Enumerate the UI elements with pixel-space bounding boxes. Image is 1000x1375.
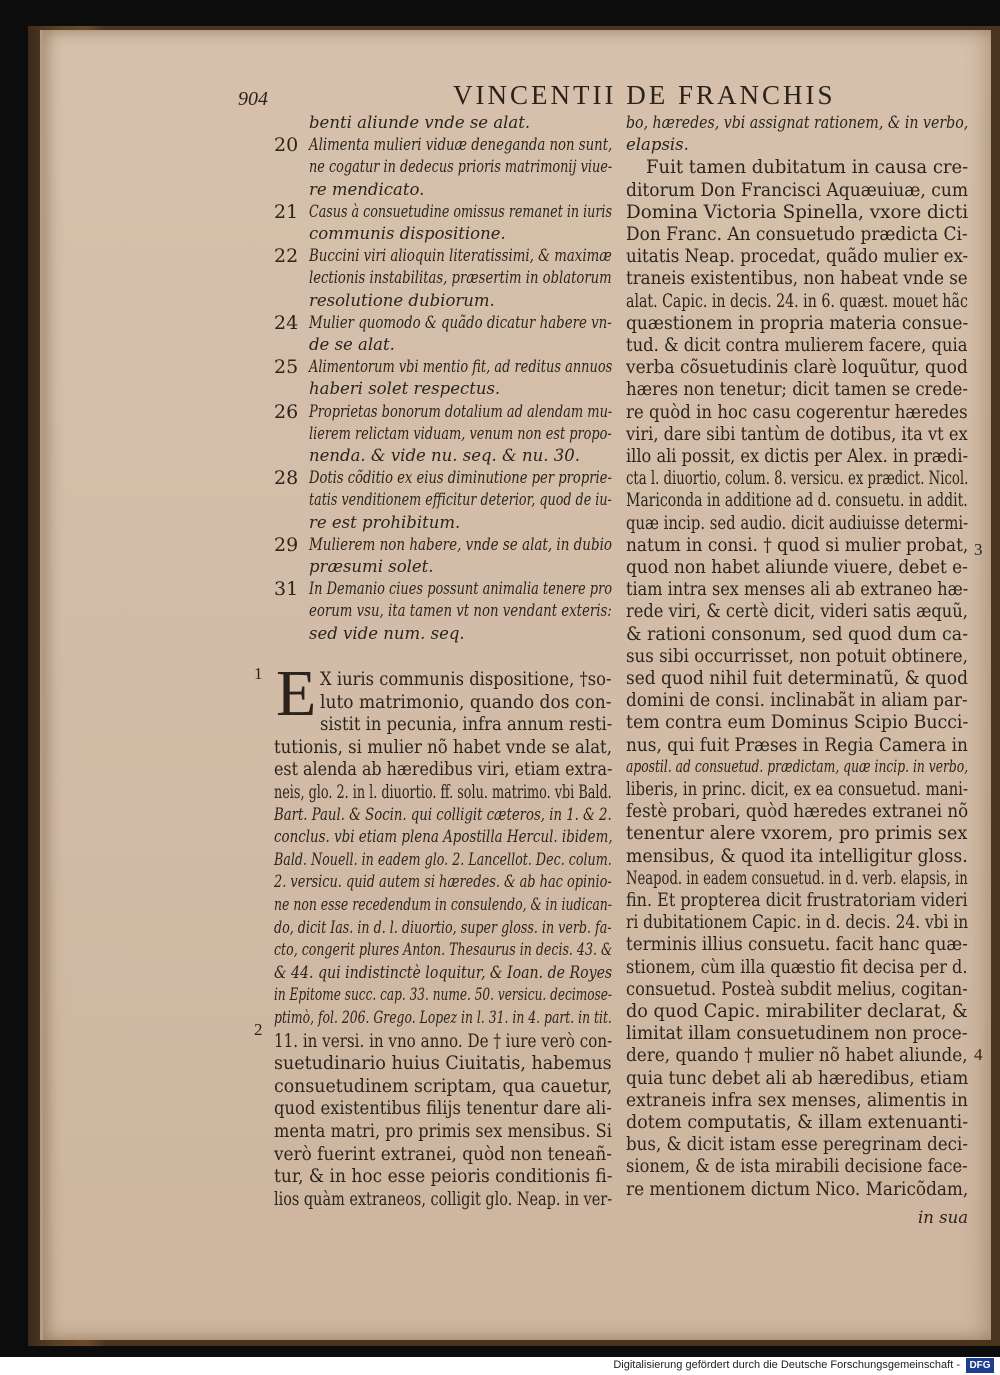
summary-number: 28: [274, 467, 299, 490]
body-line: sus sibi occurrisset, non potuit obtinere,: [626, 644, 968, 667]
summary-number: 20: [274, 134, 299, 157]
body-line: sionem, & de ista mirabili decisione face-: [626, 1155, 968, 1178]
summary-number: 24: [274, 311, 299, 334]
summary-line: tatis venditionem efficitur deterior, quod de iu-: [309, 490, 612, 510]
body-line: elapsis.: [626, 135, 689, 155]
body-line: quod non habet aliunde viuere, debet e-: [626, 556, 968, 578]
body-line: Domina Victoria Spinella, vxore dicti: [626, 200, 969, 223]
summary-line: Mulierem non habere, vnde se alat, in dubio: [309, 534, 613, 554]
body-line: rede viri, & certè dicit, videri satis æquũ,: [626, 600, 968, 623]
body-line: Mariconda in additione ad d. consuetu. in addit.: [626, 489, 968, 512]
body-line: luto matrimonio, quando dos con-: [320, 690, 612, 713]
body-line: bus, & dicit istam esse peregrinam deci-: [626, 1133, 968, 1156]
body-line: tur, & in hoc esse peioris conditionis fi-: [274, 1165, 613, 1188]
summary-line: nenda. & vide nu. seq. & nu. 30.: [309, 446, 580, 465]
body-line: ptimò, fol. 206. Grego. Lopez in l. 31. in 4. part. in tit.: [274, 1008, 612, 1027]
summary-line: lectionis instabilitas, præsertim in oblatorum: [309, 268, 612, 288]
body-line: alat. Capic. in decis. 24. in 6. quæst. mouet hãc: [626, 289, 968, 312]
summary-line: In Demanio ciues possunt animalia tenere pro: [309, 579, 613, 599]
drop-cap: E: [276, 657, 317, 730]
body-line: hæres non tenetur; dicit tamen se crede-: [626, 378, 968, 401]
summary-line: re mendicato.: [309, 179, 425, 199]
body-line: tenentur alere vxorem, pro primis sex: [626, 822, 968, 845]
margin-number: 4: [974, 1045, 983, 1064]
summary-line: lierem relictam viduam, venum non est propo-: [309, 423, 612, 443]
body-line: apostil. ad consuetud. prædictam, quæ incip. in verbo,: [626, 756, 969, 776]
body-line: quia tunc debet ali ab hæredibus, etiam: [626, 1066, 969, 1089]
summary-line: sed vide num. seq.: [309, 623, 465, 643]
body-line: consuetud. Posteà subdit melius, cogitan-: [626, 977, 968, 1000]
body-line: re quòd in hoc casu cogerentur hæredes: [626, 400, 968, 423]
body-line: lios quàm extraneos, colligit glo. Neap. in ver-: [274, 1187, 613, 1210]
summary-line: communis dispositione.: [309, 224, 506, 243]
body-line: natum in consi. † quod si mulier probat,: [626, 533, 969, 556]
body-line: stionem, cùm illa quæstio fit decisa per d.: [626, 955, 968, 978]
body-line: illo ali possit, ex dictis per Alex. in prædi-: [626, 445, 969, 467]
body-line: Bald. Nouell. in eadem glo. 2. Lancellot. Dec. colum.: [274, 849, 612, 869]
body-line: tem contra eum Dominus Scipio Bucci-: [626, 711, 969, 734]
footer-credit: Digitalisierung gefördert durch die Deutsche Forschungsgemeinschaft -: [613, 1359, 960, 1371]
body-line: & rationi consonum, sed quod dum ca-: [626, 622, 969, 645]
summary-line: haberi solet respectus.: [309, 379, 501, 399]
body-line: Fuit tamen dubitatum in causa cre-: [646, 156, 969, 179]
summary-line: præsumi solet.: [309, 557, 434, 576]
body-line: menta matri, pro primis sex mensibus. Si: [274, 1120, 612, 1142]
body-line: 11. in versi. in vno anno. De † iure verò con-: [274, 1029, 613, 1052]
dfg-logo: DFG: [966, 1358, 994, 1373]
margin-number: 1: [254, 664, 263, 683]
page-number: 904: [238, 88, 268, 110]
body-line: est alenda ab hæredibus viri, etiam extra-: [274, 758, 613, 781]
footer-bar: [0, 1357, 1000, 1375]
body-line: tutionis, si mulier nõ habet vnde se alat,: [274, 735, 612, 758]
body-line: festè probari, quòd hæredes extranei nõ: [626, 800, 969, 823]
summary-number: 25: [274, 356, 299, 379]
summary-number: 29: [274, 533, 299, 556]
body-line: Bart. Paul. & Socin. qui colligit cæteros, in 1. & 2.: [274, 804, 612, 824]
body-line: nus, qui fuit Præses in Regia Camera in: [626, 733, 968, 756]
body-line: re mentionem dictum Nico. Maricõdam,: [626, 1177, 969, 1200]
body-line: X iuris communis dispositione, †so-: [320, 668, 612, 690]
body-line: quæ incip. sed audio. dicit audiuisse determi-: [626, 511, 969, 534]
body-line: traneis existentibus, non habeat vnde se: [626, 267, 968, 290]
body-line: quæstionem in propria materia consue-: [626, 311, 969, 334]
body-line: bo, hæredes, vbi assignat rationem, & in verbo,: [626, 113, 969, 132]
summary-line: Mulier quomodo & quãdo dicatur habere vn-: [309, 312, 612, 332]
body-line: dere, quando † mulier nõ habet aliunde,: [626, 1044, 968, 1067]
body-line: verò fuerint extranei, quòd non teneañ-: [274, 1142, 612, 1165]
body-line: fin. Et propterea dicit frustratoriam videri: [626, 889, 968, 911]
summary-number: 22: [274, 245, 299, 268]
body-line: terminis illius consuetu. facit hanc quæ-: [626, 933, 968, 956]
summary-line: Alimentorum vbi mentio fit, ad reditus annuos: [309, 357, 613, 377]
body-line: sed quod nihil fuit determinatũ, & quod: [626, 667, 968, 689]
margin-number: 2: [254, 1020, 263, 1039]
body-line: Don Franc. An consuetudo prædicta Ci-: [626, 223, 968, 245]
body-line: quod existentibus filijs tenentur dare ali-: [274, 1097, 612, 1120]
body-line: neis, glo. 2. in l. diuortio. ff. solu. matrimo. vbi Bald.: [274, 781, 612, 803]
body-line: consuetudinem scriptam, qua cauetur,: [274, 1074, 613, 1097]
body-line: 2. versicu. quid autem si hæredes. & ab hac opinio-: [274, 872, 612, 892]
body-line: sistit in pecunia, infra annum resti-: [320, 713, 613, 736]
body-line: tud. & dicit contra mulierem facere, quia: [626, 334, 968, 356]
body-line: suetudinario huius Ciuitatis, habemus: [274, 1052, 612, 1075]
body-line: cta l. diuortio, colum. 8. versicu. ex prædict. Nicol.: [626, 467, 969, 490]
body-line: extraneis infra sex menses, alimentis in: [626, 1088, 968, 1111]
running-title: VINCENTII DE FRANCHIS: [453, 80, 836, 110]
body-line: ri dubitationem Capic. in d. decis. 24. vbi in: [626, 911, 969, 934]
body-line: in Epitome succ. cap. 33. nume. 50. versicu. decimose-: [274, 985, 613, 1005]
summary-number: 31: [274, 578, 299, 601]
body-line: liberis, in princ. dicit, ex ea consuetud. mani-: [626, 778, 968, 800]
summary-line: Buccini viri alioquin literatissimi, & maximæ: [309, 246, 612, 266]
summary-line: Casus à consuetudine omissus remanet in iuris: [309, 201, 612, 221]
margin-number: 3: [974, 540, 983, 559]
summary-line: Proprietas bonorum dotalium ad alendam mu-: [309, 401, 613, 421]
body-line: do, dicit Ias. in d. l. diuortio, super gloss. in verb. fa-: [274, 917, 612, 937]
body-line: conclus. vbi etiam plena Apostilla Hercul. ibidem,: [274, 827, 613, 847]
body-line: do quod Capic. mirabiliter declarat, &: [626, 1000, 968, 1022]
body-line: mensibus, & quod ita intelligitur gloss.: [626, 844, 968, 867]
body-line: ne non esse recedendum in consulendo, & in iudican-: [274, 895, 613, 914]
body-line: viri, dare sibi tantùm de dotibus, ita vt ex: [626, 422, 968, 445]
summary-number: 26: [274, 400, 299, 423]
summary-line: Dotis cõditio ex eius diminutione per proprie-: [309, 468, 612, 488]
body-line: & 44. qui indistinctè loquitur, & Ioan. de Royes: [274, 962, 613, 982]
body-line: cto, congerit plures Anton. Thesaurus in decis. 43. &: [274, 940, 613, 960]
body-line: ditorum Don Francisci Aquæuiuæ, cum: [626, 178, 969, 201]
body-line: limitat illam consuetudinem non proce-: [626, 1022, 968, 1045]
summary-line: Alimenta mulieri viduæ deneganda non sunt,: [309, 135, 613, 155]
summary-line: re est prohibitum.: [309, 512, 461, 532]
body-line: domini de consi. inclinabãt in aliam par-: [626, 689, 968, 712]
body-line: uitatis Neap. procedat, quãdo mulier ex-: [626, 245, 969, 268]
summary-line: benti aliunde vnde se alat.: [309, 113, 531, 132]
catchword: in sua: [918, 1208, 969, 1227]
summary-line: eorum vsu, ita tamen vt non vendant exteris:: [309, 601, 612, 621]
summary-line: de se alat.: [309, 335, 395, 354]
summary-line: resolutione dubiorum.: [309, 290, 495, 310]
body-line: tiam intra sex menses ali ab extraneo hæ-: [626, 578, 969, 601]
summary-number: 21: [274, 200, 299, 223]
body-line: dotem computatis, & illam extenuanti-: [626, 1111, 969, 1133]
body-line: verba cõsuetudinis clarè loquũtur, quod: [626, 356, 968, 379]
body-line: Neapod. in eadem consuetud. in d. verb. elapsis, in: [626, 866, 968, 889]
summary-line: ne cogatur in dedecus prioris matrimonij viue-: [309, 157, 613, 177]
